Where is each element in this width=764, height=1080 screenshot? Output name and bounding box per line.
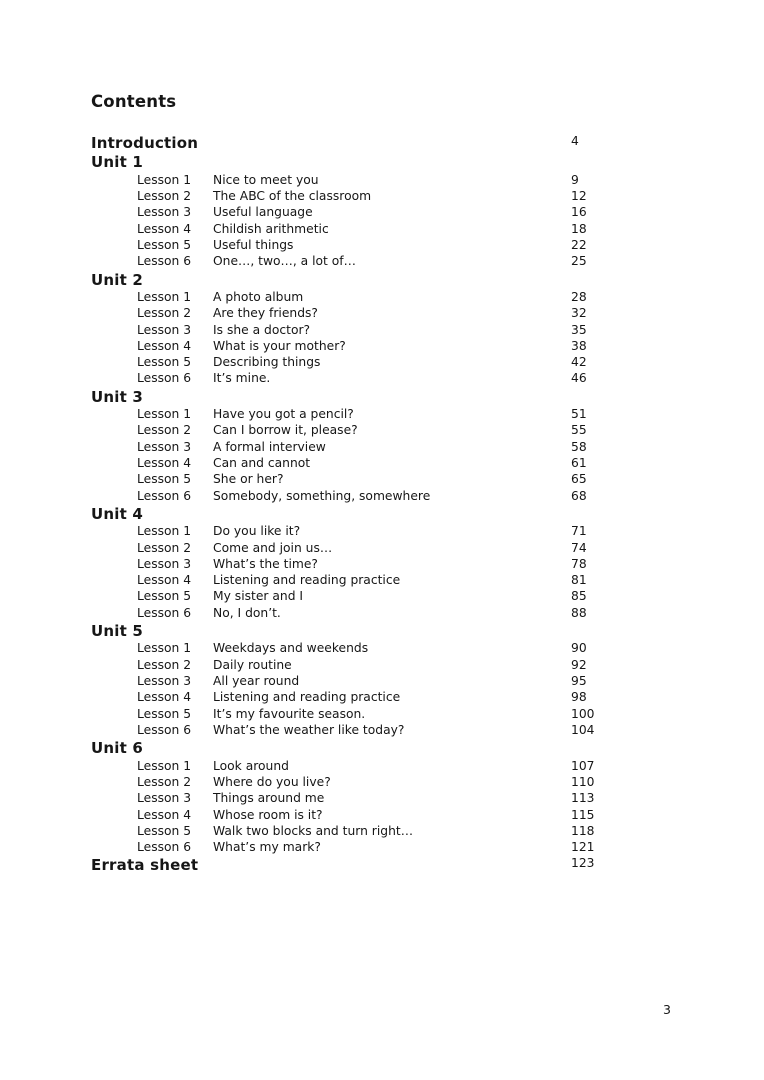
unit-heading-row: [91, 270, 631, 289]
unit-heading-row: [91, 387, 631, 406]
lesson-row: [91, 640, 631, 656]
lesson-row: [91, 188, 631, 204]
lesson-number: Lesson 3: [137, 674, 192, 689]
lesson-row: [91, 523, 631, 539]
page-number: 113: [571, 791, 595, 806]
lesson-row: [91, 722, 631, 738]
page-number: 38: [571, 338, 587, 353]
page-title: Contents: [91, 92, 177, 111]
lesson-number: Lesson 2: [137, 306, 192, 321]
lesson-row: [91, 689, 631, 705]
section-heading-row: [91, 133, 631, 152]
lesson-row: [91, 221, 631, 237]
lesson-number: Lesson 1: [137, 289, 192, 304]
lesson-title: Do you like it?: [213, 524, 301, 539]
table-of-contents: [91, 133, 631, 875]
lesson-number: Lesson 5: [137, 472, 192, 487]
lesson-title: Have you got a pencil?: [213, 407, 354, 422]
page-number: 9: [571, 172, 579, 187]
lesson-title: One…, two…, a lot of…: [213, 254, 356, 269]
page-number: 4: [571, 134, 579, 148]
lesson-row: [91, 289, 631, 305]
lesson-number: Lesson 1: [137, 641, 192, 656]
unit-heading-label: Unit 4: [91, 504, 144, 523]
lesson-title: Are they friends?: [213, 306, 318, 321]
page-number: 115: [571, 807, 595, 822]
page-number: 22: [571, 237, 587, 252]
page-number: 65: [571, 472, 587, 487]
lesson-number: Lesson 2: [137, 423, 192, 438]
unit-heading-label: Unit 3: [91, 387, 144, 406]
lesson-number: Lesson 6: [137, 722, 192, 737]
lesson-title: What’s my mark?: [213, 840, 321, 855]
lesson-row: [91, 253, 631, 269]
lesson-title: Whose room is it?: [213, 807, 323, 822]
lesson-title: A photo album: [213, 289, 304, 304]
lesson-row: [91, 556, 631, 572]
page-number: 95: [571, 674, 587, 689]
page-number: 88: [571, 605, 587, 620]
lesson-number: Lesson 1: [137, 172, 192, 187]
page-number: 118: [571, 823, 595, 838]
page-number: 123: [571, 856, 595, 871]
lesson-row: [91, 488, 631, 504]
lesson-row: [91, 370, 631, 386]
page-number: 61: [571, 456, 587, 471]
unit-heading-label: Unit 1: [91, 153, 144, 172]
lesson-number: Lesson 5: [137, 237, 192, 252]
lesson-row: [91, 758, 631, 774]
lesson-title: Things around me: [213, 791, 325, 806]
unit-heading-label: Unit 2: [91, 270, 144, 289]
lesson-row: [91, 471, 631, 487]
lesson-number: Lesson 2: [137, 189, 192, 204]
lesson-title: Weekdays and weekends: [213, 641, 369, 656]
lesson-number: Lesson 3: [137, 322, 192, 337]
page-number: 16: [571, 205, 587, 220]
page-number: 100: [571, 706, 595, 721]
lesson-number: Lesson 4: [137, 690, 192, 705]
lesson-row: [91, 774, 631, 790]
lesson-title: Listening and reading practice: [213, 573, 401, 588]
unit-heading-label: Unit 6: [91, 739, 144, 758]
lesson-number: Lesson 6: [137, 371, 192, 386]
unit-heading-row: [91, 738, 631, 757]
lesson-title: She or her?: [213, 472, 284, 487]
lesson-row: [91, 237, 631, 253]
page-number: 90: [571, 641, 587, 656]
lesson-number: Lesson 4: [137, 338, 192, 353]
lesson-title: What’s the time?: [213, 556, 318, 571]
lesson-row: [91, 338, 631, 354]
lesson-number: Lesson 4: [137, 807, 192, 822]
page-number: 68: [571, 488, 587, 503]
page-number: 58: [571, 439, 587, 454]
lesson-number: Lesson 6: [137, 488, 192, 503]
lesson-number: Lesson 6: [137, 840, 192, 855]
lesson-number: Lesson 6: [137, 254, 192, 269]
lesson-title: All year round: [213, 674, 300, 689]
lesson-number: Lesson 1: [137, 524, 192, 539]
page-number: 35: [571, 322, 587, 337]
lesson-row: [91, 673, 631, 689]
lesson-number: Lesson 2: [137, 540, 192, 555]
lesson-number: Lesson 4: [137, 573, 192, 588]
page-number: 74: [571, 540, 587, 555]
unit-heading-label: Unit 5: [91, 622, 144, 641]
section-heading-label: Introduction: [91, 134, 199, 152]
lesson-row: [91, 439, 631, 455]
lesson-number: Lesson 5: [137, 589, 192, 604]
lesson-row: [91, 305, 631, 321]
lesson-number: Lesson 4: [137, 456, 192, 471]
page-number: 12: [571, 189, 587, 204]
lesson-title: What’s the weather like today?: [213, 722, 405, 737]
lesson-title: Is she a doctor?: [213, 322, 311, 337]
page-number: 107: [571, 758, 595, 773]
lesson-row: [91, 540, 631, 556]
page-number: 42: [571, 355, 587, 370]
lesson-row: [91, 572, 631, 588]
lesson-number: Lesson 2: [137, 657, 192, 672]
lesson-title: What is your mother?: [213, 338, 346, 353]
lesson-title: Look around: [213, 758, 289, 773]
page-number: 98: [571, 690, 587, 705]
page-number: 71: [571, 524, 587, 539]
lesson-number: Lesson 1: [137, 758, 192, 773]
lesson-title: The ABC of the classroom: [213, 189, 372, 204]
lesson-number: Lesson 5: [137, 823, 192, 838]
unit-heading-row: [91, 621, 631, 640]
lesson-number: Lesson 6: [137, 605, 192, 620]
lesson-number: Lesson 5: [137, 706, 192, 721]
lesson-title: Can and cannot: [213, 456, 311, 471]
lesson-row: [91, 588, 631, 604]
page-number: 85: [571, 589, 587, 604]
lesson-number: Lesson 3: [137, 556, 192, 571]
lesson-row: [91, 605, 631, 621]
lesson-title: Come and join us…: [213, 540, 333, 555]
section-heading-label: Errata sheet: [91, 856, 199, 875]
lesson-number: Lesson 3: [137, 439, 192, 454]
lesson-title: Useful language: [213, 205, 313, 220]
lesson-row: [91, 790, 631, 806]
footer-page-number: 3: [663, 1002, 671, 1017]
lesson-title: Can I borrow it, please?: [213, 423, 358, 438]
lesson-row: [91, 807, 631, 823]
lesson-title: Walk two blocks and turn right…: [213, 823, 413, 838]
page-number: 28: [571, 289, 587, 304]
lesson-title: Nice to meet you: [213, 172, 319, 187]
page-number: 78: [571, 556, 587, 571]
page-number: 25: [571, 254, 587, 269]
lesson-number: Lesson 1: [137, 407, 192, 422]
section-heading-row: [91, 855, 631, 874]
lesson-row: [91, 839, 631, 855]
lesson-row: [91, 172, 631, 188]
lesson-row: [91, 657, 631, 673]
lesson-row: [91, 204, 631, 220]
unit-heading-row: [91, 152, 631, 171]
lesson-title: Daily routine: [213, 657, 292, 672]
page-number: 92: [571, 657, 587, 672]
lesson-title: Useful things: [213, 237, 294, 252]
unit-heading-row: [91, 504, 631, 523]
lesson-row: [91, 322, 631, 338]
page-number: 81: [571, 573, 587, 588]
lesson-title: It’s my favourite season.: [213, 706, 366, 721]
lesson-title: My sister and I: [213, 589, 304, 604]
lesson-row: [91, 706, 631, 722]
lesson-title: Somebody, something, somewhere: [213, 488, 431, 503]
page-number: 18: [571, 221, 587, 236]
lesson-title: It’s mine.: [213, 371, 271, 386]
lesson-number: Lesson 5: [137, 355, 192, 370]
lesson-number: Lesson 3: [137, 205, 192, 220]
lesson-title: A formal interview: [213, 439, 326, 454]
lesson-title: Listening and reading practice: [213, 690, 401, 705]
page-number: 104: [571, 722, 595, 737]
lesson-title: Describing things: [213, 355, 321, 370]
lesson-number: Lesson 3: [137, 791, 192, 806]
lesson-row: [91, 354, 631, 370]
lesson-row: [91, 406, 631, 422]
lesson-row: [91, 823, 631, 839]
page-number: 32: [571, 306, 587, 321]
page-number: 121: [571, 840, 595, 855]
lesson-row: [91, 455, 631, 471]
page-number: 55: [571, 423, 587, 438]
page-number: 110: [571, 774, 595, 789]
lesson-title: No, I don’t.: [213, 605, 281, 620]
page-number: 51: [571, 407, 587, 422]
lesson-number: Lesson 2: [137, 774, 192, 789]
lesson-row: [91, 422, 631, 438]
lesson-title: Childish arithmetic: [213, 221, 329, 236]
page-number: 46: [571, 371, 587, 386]
lesson-number: Lesson 4: [137, 221, 192, 236]
lesson-title: Where do you live?: [213, 774, 331, 789]
